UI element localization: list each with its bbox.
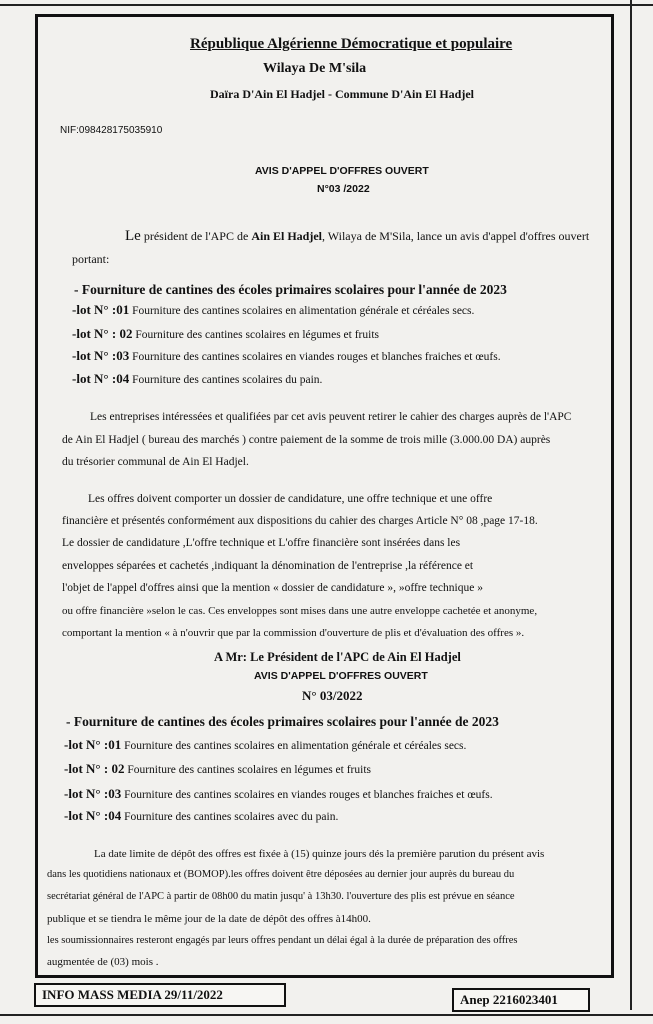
lot-text: Fourniture des cantines scolaires en viandes rouges et blanches fraiches et œufs. (129, 351, 501, 363)
lot-number: :04 (103, 808, 122, 823)
intro-lead: Le (125, 228, 141, 244)
para2-line-3: Le dossier de candidature ,L'offre technique et L'offre financière sont insérées dans les (62, 537, 461, 549)
notice1-lot-3 (72, 348, 501, 364)
top-rule (0, 4, 653, 6)
intro-end: , Wilaya de M'Sila, lance un avis d'appel d'offres ouvert (322, 229, 590, 243)
para3-line-3: secrétariat général de l'APC à partir de 08h00 du matin jusqu' à 13h30. l'ouverture des plis est prévue en séance (47, 891, 515, 902)
lot-text: Fourniture des cantines scolaires avec du pain. (121, 811, 339, 823)
lot-label: -lot N° (64, 786, 104, 801)
notice1-subject: - Fourniture de cantines des écoles primaires scolaires pour l'année de 2023 (74, 282, 507, 297)
lot-label: -lot N° (72, 371, 112, 386)
republic-title: République Algérienne Démocratique et populaire (190, 36, 513, 52)
lot-number: :04 (111, 371, 130, 386)
notice1-lot-2 (72, 326, 379, 342)
lot-text: Fourniture des cantines scolaires en alimentation générale et céréales secs. (121, 740, 467, 752)
lot-number: : 02 (111, 326, 133, 341)
notice2-subject: - Fourniture de cantines des écoles primaires scolaires pour l'année de 2023 (66, 714, 499, 729)
notice1-number: N°03 /2022 (317, 183, 370, 195)
lot-text: Fourniture des cantines scolaires en légumes et fruits (124, 764, 371, 776)
para2-line-4: enveloppes séparées et cachetés ,indiquant la dénomination de l'entreprise ,la référence et (62, 560, 474, 572)
lot-text: Fourniture des cantines scolaires en alimentation générale et céréales secs. (129, 305, 475, 317)
lot-label: -lot N° (72, 302, 112, 317)
lot-text: Fourniture des cantines scolaires du pain. (129, 374, 323, 386)
lot-label: -lot N° (64, 761, 104, 776)
notice1-intro (125, 228, 589, 245)
para3-line-4: publique et se tiendra le même jour de la date de dépôt des offres à14h00. (47, 913, 371, 925)
para2-line-6: ou offre financière »selon le cas. Ces enveloppes sont mises dans une autre enveloppe cachetée et anonyme, (62, 605, 538, 617)
para1-line-2: de Ain El Hadjel ( bureau des marchés ) contre paiement de la somme de trois mille (3.000.00 DA) auprès (62, 434, 551, 446)
addressee: A Mr: Le Président de l'APC de Ain El Hadjel (214, 650, 461, 664)
para2-line-1: Les offres doivent comporter un dossier de candidature, une offre technique et une offre (88, 493, 493, 505)
intro-commune: Ain El Hadjel (251, 229, 322, 243)
para1-line-1: Les entreprises intéressées et qualifiées par cet avis peuvent retirer le cahier des charges auprès de l'APC (90, 411, 572, 423)
notice2-lot-4 (64, 808, 338, 824)
daira-title: Daïra D'Ain El Hadjel - Commune D'Ain El Hadjel (210, 87, 475, 101)
para3-line-2: dans les quotidiens nationaux et (BOMOP).les offres doivent être déposées au dernier jour auprès du bureau du (47, 869, 515, 880)
lot-text: Fourniture des cantines scolaires en légumes et fruits (132, 329, 379, 341)
anep-reference-box: Anep 2216023401 (452, 988, 590, 1012)
lot-number: :03 (111, 348, 130, 363)
intro-rest: président de l'APC de (140, 229, 252, 243)
notice2-lot-2 (64, 761, 371, 777)
wilaya-title: Wilaya De M'sila (263, 61, 367, 76)
notice1-lot-1 (72, 302, 474, 318)
notice2-title: AVIS D'APPEL D'OFFRES OUVERT (254, 670, 428, 682)
lot-label: -lot N° (72, 326, 112, 341)
notice2-lot-1 (64, 737, 466, 753)
lot-label: -lot N° (72, 348, 112, 363)
para3-line-5: les soumissionnaires resteront engagés par leurs offres pendant un délai égal à la durée de préparation des offres (47, 935, 518, 946)
column-rule (630, 0, 632, 1010)
notice1-lot-4 (72, 371, 322, 387)
notice2-number: N° 03/2022 (302, 688, 363, 703)
nif-number: NIF:098428175035910 (60, 125, 163, 136)
para2-line-5: l'objet de l'appel d'offres ainsi que la mention « dossier de candidature », »offre technique » (62, 582, 483, 594)
para1-line-3: du trésorier communal de Ain El Hadjel. (62, 456, 249, 468)
lot-number: :01 (111, 302, 130, 317)
lot-number: :01 (103, 737, 122, 752)
lot-number: : 02 (103, 761, 125, 776)
notice1-title: AVIS D'APPEL D'OFFRES OUVERT (255, 165, 429, 177)
notice2-lot-3 (64, 786, 493, 802)
bottom-rule (0, 1014, 653, 1016)
para2-line-7: comportant la mention « à n'ouvrir que par la commission d'ouverture de plis et d'évaluation des offres ». (62, 627, 525, 639)
para2-line-2: financière et présentés conformément aux dispositions du cahier des charges Article N° 08 ,page 17-18. (62, 515, 538, 527)
notice1-intro-line2: portant: (72, 252, 110, 266)
media-date-box: INFO MASS MEDIA 29/11/2022 (34, 983, 286, 1007)
para3-line-1: La date limite de dépôt des offres est fixée à (15) quinze jours dés la première parution du présent avis (94, 848, 545, 860)
lot-label: -lot N° (64, 737, 104, 752)
para3-line-6: augmentée de (03) mois . (47, 956, 159, 968)
lot-number: :03 (103, 786, 122, 801)
lot-label: -lot N° (64, 808, 104, 823)
lot-text: Fourniture des cantines scolaires en viandes rouges et blanches fraiches et œufs. (121, 789, 493, 801)
